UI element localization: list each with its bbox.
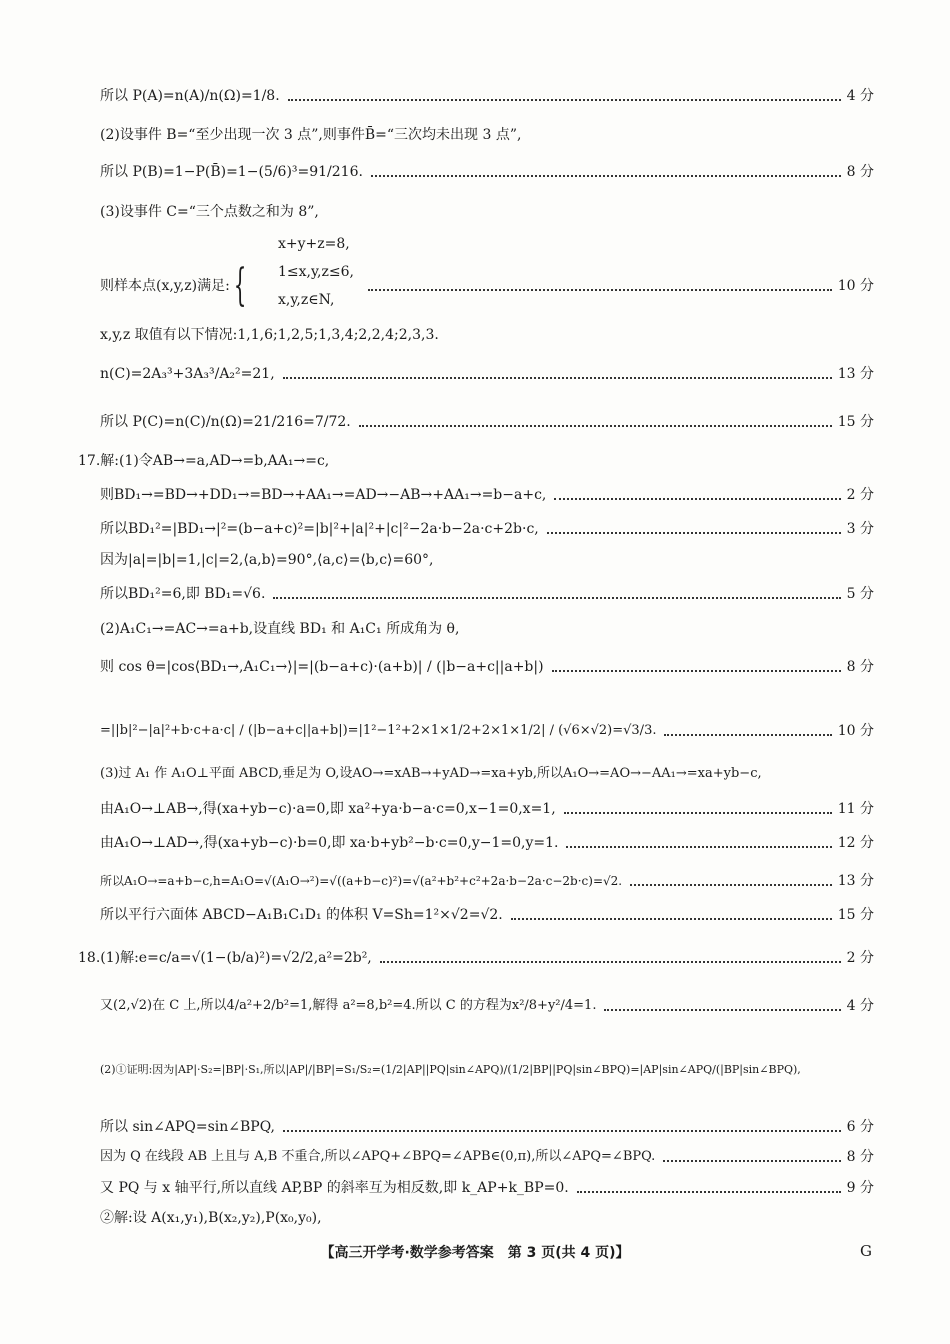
version-letter: G bbox=[860, 1242, 872, 1260]
score: 15 分 bbox=[837, 907, 874, 923]
line-text: 18.(1)解:e=c/a=√(1−(b/a)²)=√2/2,a²=2b², bbox=[78, 950, 372, 966]
line-text: 因为|a|=|b|=1,|c|=2,⟨a,b⟩=90°,⟨a,c⟩=⟨b,c⟩=60°, bbox=[100, 552, 434, 568]
leader-dots bbox=[554, 498, 840, 500]
line-20 bbox=[100, 872, 874, 890]
leader-dots bbox=[511, 918, 832, 920]
line-8 bbox=[100, 413, 874, 431]
line-text: 则样本点(x,y,z)满足: bbox=[100, 278, 230, 294]
line-16 bbox=[100, 722, 874, 740]
line-27 bbox=[100, 1179, 874, 1197]
line-7 bbox=[100, 365, 874, 383]
line-text: (2)设事件 B=“至少出现一次 3 点”,则事件B̄=“三次均未出现 3 点”, bbox=[100, 127, 522, 143]
score: 8 分 bbox=[846, 1149, 874, 1165]
line-text: 所以 P(A)=n(A)/n(Ω)=1/8. bbox=[100, 88, 280, 104]
leader-dots bbox=[273, 597, 840, 599]
leader-dots bbox=[359, 425, 832, 427]
score: 3 分 bbox=[846, 521, 874, 537]
line-text: 由A₁O→⊥AB→,得(xa+yb−c)·a=0,即 xa²+ya·b−a·c=0,x−1=0,x=1, bbox=[100, 801, 556, 817]
system-eq-1: x+y+z=8, bbox=[278, 236, 350, 252]
leader-dots bbox=[283, 1130, 841, 1132]
leader-dots bbox=[288, 99, 841, 101]
line-text: 又 PQ 与 x 轴平行,所以直线 AP,BP 的斜率互为相反数,即 k_AP+k_BP=0. bbox=[100, 1180, 569, 1196]
score: 4 分 bbox=[846, 88, 874, 104]
line-text: (3)设事件 C=“三个点数之和为 8”, bbox=[100, 204, 319, 220]
line-9 bbox=[78, 452, 874, 470]
leader-dots bbox=[380, 961, 841, 963]
score: 11 分 bbox=[837, 801, 874, 817]
line-24 bbox=[100, 1061, 874, 1079]
line-text: 所以BD₁²=|BD₁→|²=(b−a+c)²=|b|²+|a|²+|c|²−2a·b−2a·c+2b·c, bbox=[100, 521, 539, 537]
system-eq-2: 1≤x,y,z≤6, bbox=[278, 264, 354, 280]
line-10 bbox=[100, 486, 874, 504]
score: 4 分 bbox=[846, 998, 874, 1014]
score: 12 分 bbox=[837, 835, 874, 851]
line-text: =||b|²−|a|²+b·c+a·c| / (|b−a+c||a+b|)=|1²−1²+2×1×1/2+2×1×1/2| / (√6×√2)=√3/3. bbox=[100, 723, 657, 738]
leader-dots bbox=[552, 670, 841, 672]
score: 10 分 bbox=[837, 723, 874, 739]
leader-dots bbox=[371, 175, 841, 177]
leader-dots bbox=[283, 377, 832, 379]
score: 9 分 bbox=[846, 1180, 874, 1196]
line-12 bbox=[100, 551, 874, 569]
line-26 bbox=[100, 1148, 874, 1166]
line-text: 因为 Q 在线段 AB 上且与 A,B 不重合,所以∠APQ+∠BPQ=∠APB∈(0,π),所以∠APQ=∠BPQ. bbox=[100, 1149, 656, 1164]
line-1 bbox=[100, 87, 874, 105]
equation-system bbox=[278, 230, 354, 314]
line-14 bbox=[100, 620, 874, 638]
line-23 bbox=[100, 997, 874, 1015]
leader-dots bbox=[368, 289, 832, 291]
score: 10 分 bbox=[837, 278, 874, 294]
line-text: 又(2,√2)在 C 上,所以4/a²+2/b²=1,解得 a²=8,b²=4.所以 C 的方程为x²/8+y²/4=1. bbox=[100, 998, 597, 1013]
line-17 bbox=[100, 765, 874, 783]
line-19 bbox=[100, 834, 874, 852]
line-text: x,y,z 取值有以下情况:1,1,6;1,2,5;1,3,4;2,2,4;2,3,3. bbox=[100, 327, 439, 343]
leader-dots bbox=[547, 532, 841, 534]
line-text: 则BD₁→=BD→+DD₁→=BD→+AA₁→=AD→−AB→+AA₁→=b−a+c, bbox=[100, 487, 547, 503]
line-18 bbox=[100, 800, 874, 818]
line-text: (3)过 A₁ 作 A₁O⊥平面 ABCD,垂足为 O,设AO→=xAB→+yAD→=xa+yb,所以A₁O→=AO→−AA₁→=xa+yb−c, bbox=[100, 766, 762, 781]
score: 6 分 bbox=[846, 1119, 874, 1135]
leader-dots bbox=[630, 884, 832, 886]
left-brace-icon: { bbox=[233, 260, 247, 311]
line-text: 所以平行六面体 ABCD−A₁B₁C₁D₁ 的体积 V=Sh=1²×√2=√2. bbox=[100, 907, 503, 923]
line-25 bbox=[100, 1118, 874, 1136]
line-4 bbox=[100, 203, 874, 221]
line-15 bbox=[100, 658, 874, 676]
line-text: 所以 sin∠APQ=sin∠BPQ, bbox=[100, 1119, 275, 1135]
line-5 bbox=[100, 260, 874, 311]
line-13 bbox=[100, 585, 874, 603]
line-11 bbox=[100, 520, 874, 538]
line-text: (2)A₁C₁→=AC→=a+b,设直线 BD₁ 和 A₁C₁ 所成角为 θ, bbox=[100, 621, 460, 637]
score: 13 分 bbox=[837, 873, 874, 889]
line-28 bbox=[100, 1209, 874, 1227]
line-text: 由A₁O→⊥AD→,得(xa+yb−c)·b=0,即 xa·b+yb²−b·c=0,y−1=0,y=1. bbox=[100, 835, 559, 851]
leader-dots bbox=[664, 734, 831, 736]
score: 2 分 bbox=[846, 950, 874, 966]
leader-dots bbox=[577, 1191, 841, 1193]
page-footer: 【高三开学考·数学参考答案 第 3 页(共 4 页)】 bbox=[320, 1245, 630, 1261]
line-2 bbox=[100, 126, 874, 144]
score: 5 分 bbox=[846, 586, 874, 602]
line-text: 17.解:(1)令AB→=a,AD→=b,AA₁→=c, bbox=[78, 453, 330, 469]
line-text: 则 cos θ=|cos⟨BD₁→,A₁C₁→⟩|=|(b−a+c)·(a+b)| / (|b−a+c||a+b|) bbox=[100, 659, 544, 675]
leader-dots bbox=[566, 846, 831, 848]
line-text: 所以 P(B)=1−P(B̄)=1−(5/6)³=91/216. bbox=[100, 164, 363, 180]
line-21 bbox=[100, 906, 874, 924]
score: 13 分 bbox=[837, 366, 874, 382]
score: 8 分 bbox=[846, 659, 874, 675]
score: 2 分 bbox=[846, 487, 874, 503]
leader-dots bbox=[564, 812, 832, 814]
line-text: (2)①证明:因为|AP|·S₂=|BP|·S₁,所以|AP|/|BP|=S₁/S₂=(1/2|AP||PQ|sin∠APQ)/(1/2|BP||PQ|sin∠BPQ)=|AP|sin∠APQ/(|BP|sin∠BPQ), bbox=[100, 1063, 801, 1076]
line-6 bbox=[100, 326, 874, 344]
line-3 bbox=[100, 163, 874, 181]
system-eq-3: x,y,z∈N, bbox=[278, 292, 335, 308]
score: 8 分 bbox=[846, 164, 874, 180]
line-22 bbox=[78, 949, 874, 967]
line-text: 所以 P(C)=n(C)/n(Ω)=21/216=7/72. bbox=[100, 414, 351, 430]
score: 15 分 bbox=[837, 414, 874, 430]
leader-dots bbox=[604, 1009, 840, 1011]
line-text: ②解:设 A(x₁,y₁),B(x₂,y₂),P(x₀,y₀), bbox=[100, 1210, 322, 1226]
leader-dots bbox=[663, 1160, 840, 1162]
line-text: 所以A₁O→=a+b−c,h=A₁O=√(A₁O→²)=√((a+b−c)²)=√(a²+b²+c²+2a·b−2a·c−2b·c)=√2. bbox=[100, 874, 623, 888]
line-text: n(C)=2A₃³+3A₃³/A₂²=21, bbox=[100, 366, 275, 382]
line-text: 所以BD₁²=6,即 BD₁=√6. bbox=[100, 586, 266, 602]
